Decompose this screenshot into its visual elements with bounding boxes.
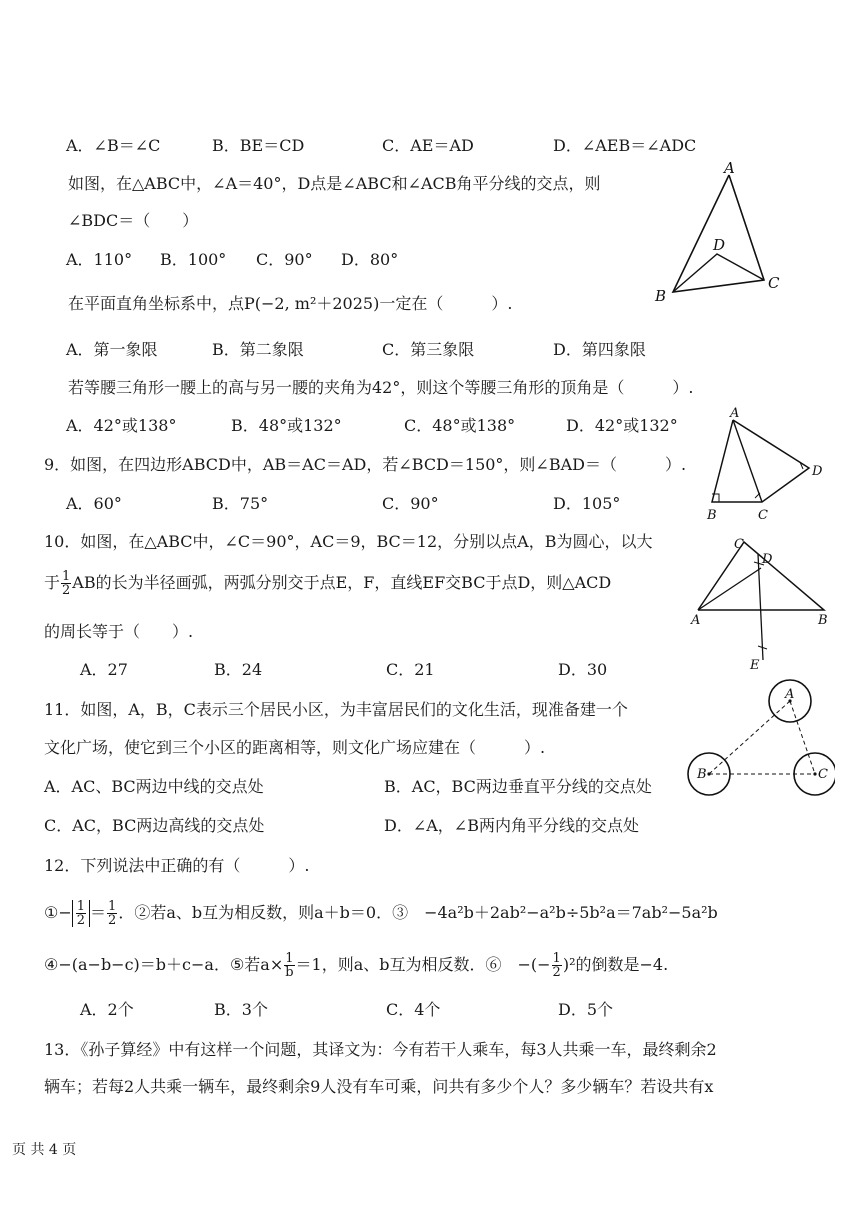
q12-s1-result <box>107 900 117 927</box>
q6-label-c: C <box>768 274 780 292</box>
q9-option-b: B．75° <box>212 494 269 513</box>
q8-stem: 若等腰三角形一腰上的高与另一腰的夹角为42°，则这个等腰三角形的顶角是（ ）. <box>68 378 694 397</box>
q6-label-b: B <box>655 287 667 305</box>
q12-s1-post: ．②若a、b互为相反数，则a＋b＝0．③ −4a²b＋2ab²−a²b÷5b²a＝7ab²−5a²b <box>118 903 718 922</box>
q10-option-c: C．21 <box>386 660 435 679</box>
q11-option-c: C．AC，BC两边高线的交点处 <box>44 816 265 835</box>
q6-option-a: A．110° <box>66 250 133 269</box>
q6-label-d: D <box>713 236 726 254</box>
q10-label-a: A <box>691 613 701 628</box>
q9-option-c: C．90° <box>382 494 439 513</box>
q12-abs-bars <box>72 900 90 927</box>
q12-s1-mid: ＝ <box>90 903 107 922</box>
q11-circles-figure <box>685 677 835 799</box>
q11-option-b: B．AC，BC两边垂直平分线的交点处 <box>384 777 652 796</box>
q9-label-b: B <box>707 508 717 523</box>
q12-option-d: D．5个 <box>558 1000 614 1019</box>
q10-fraction-den: 2 <box>62 583 71 598</box>
q9-option-d: D．105° <box>553 494 621 513</box>
q8-option-a: A．42°或138° <box>66 416 177 435</box>
q13-stem-line1: 13．《孙子算经》中有这样一个问题，其译文为：今有若干人乘车，每3人共乘一车，最终剩余2 <box>44 1040 717 1059</box>
q10-stem-line2 <box>44 570 611 597</box>
q12-s1-den: 2 <box>76 913 86 928</box>
q11-label-c: C <box>818 767 828 782</box>
q10-label-b: B <box>818 613 828 628</box>
q6-stem-line2: ∠BDC＝（ ） <box>68 211 199 230</box>
q12-s6-post: )²的倒数是−4. <box>562 955 669 974</box>
q12-s1-num: 1 <box>76 899 86 914</box>
q10-label-e: E <box>750 658 760 672</box>
q11-label-b: B <box>697 767 707 782</box>
q11-label-a: A <box>785 687 795 702</box>
q12-s1-fraction <box>76 900 86 927</box>
q10-fraction-num: 1 <box>62 569 71 584</box>
q12-option-b: B．3个 <box>214 1000 268 1019</box>
q7-option-c: C．第三象限 <box>382 340 475 359</box>
option-a: A．∠B＝∠C <box>66 136 161 155</box>
q7-stem: 在平面直角坐标系中，点P(−2, m²＋2025)一定在（ ）. <box>68 294 513 313</box>
q9-label-a: A <box>730 406 740 421</box>
q12-s1-pre: ①− <box>44 903 72 922</box>
q12-s6-fraction <box>552 952 562 979</box>
q12-option-c: C．4个 <box>386 1000 441 1019</box>
q10-option-b: B．24 <box>214 660 263 679</box>
q6-label-a: A <box>724 159 735 177</box>
q6-stem-line1: 如图，在△ABC中，∠A＝40°，D点是∠ABC和∠ACB角平分线的交点，则 <box>68 174 601 193</box>
option-c: C．AE＝AD <box>382 136 474 155</box>
q11-option-d: D．∠A，∠B两内角平分线的交点处 <box>384 816 639 835</box>
q9-option-a: A．60° <box>66 494 122 513</box>
q10-line2-pre: 于 <box>44 573 61 592</box>
q9-label-d: D <box>812 464 823 479</box>
q9-quadrilateral-figure <box>700 405 830 523</box>
q7-option-b: B．第二象限 <box>212 340 304 359</box>
q12-s5-post: ＝1，则a、b互为相反数．⑥ −(− <box>295 955 551 974</box>
q8-option-c: C．48°或138° <box>404 416 516 435</box>
q7-option-d: D．第四象限 <box>553 340 646 359</box>
q8-option-d: D．42°或132° <box>566 416 678 435</box>
q10-stem-line3: 的周长等于（ ）. <box>44 622 194 641</box>
q6-option-c: C．90° <box>256 250 313 269</box>
q10-label-d: D <box>762 552 773 567</box>
q9-label-c: C <box>758 508 768 523</box>
q12-s5-den: b <box>285 965 294 980</box>
q9-stem: 9．如图，在四边形ABCD中，AB＝AC＝AD，若∠BCD＝150°，则∠BAD＝（ ）. <box>44 455 687 474</box>
q12-s6-num: 1 <box>552 951 561 966</box>
q12-s1-rnum: 1 <box>108 899 117 914</box>
q12-s1-rden: 2 <box>108 913 117 928</box>
q12-s6-den: 2 <box>552 965 561 980</box>
q8-option-b: B．48°或132° <box>231 416 342 435</box>
q11-stem-line2: 文化广场，使它到三个小区的距离相等，则文化广场应建在（ ）. <box>44 738 546 757</box>
q10-option-a: A．27 <box>80 660 128 679</box>
q6-triangle-figure <box>650 155 790 305</box>
q12-s4: ④−(a−b−c)＝b＋c−a．⑤若a× <box>44 955 284 974</box>
q12-statements-4-6 <box>44 952 668 979</box>
q12-statements-1-3 <box>44 900 718 927</box>
q10-label-c: C <box>734 537 744 552</box>
q10-stem-line1: 10．如图，在△ABC中，∠C＝90°，AC＝9，BC＝12，分别以点A，B为圆心，以大 <box>44 532 653 551</box>
option-d: D．∠AEB＝∠ADC <box>553 136 697 155</box>
option-b: B．BE＝CD <box>212 136 305 155</box>
q7-option-a: A．第一象限 <box>66 340 158 359</box>
q11-stem-line1: 11．如图，A，B，C表示三个居民小区，为丰富居民们的文化生活，现准备建一个 <box>44 700 628 719</box>
q6-option-b: B．100° <box>160 250 227 269</box>
q12-stem: 12．下列说法中正确的有（ ）. <box>44 856 310 875</box>
q12-s5-fraction <box>284 952 294 979</box>
q10-triangle-figure <box>688 532 838 672</box>
page-footer: 页 共 4 页 <box>12 1142 77 1158</box>
q10-line2-post: AB的长为半径画弧，两弧分别交于点E，F，直线EF交BC于点D，则△ACD <box>72 573 612 592</box>
q12-s5-num: 1 <box>285 951 294 966</box>
q10-option-d: D．30 <box>558 660 608 679</box>
q11-option-a: A．AC、BC两边中线的交点处 <box>44 777 264 796</box>
q6-option-d: D．80° <box>341 250 399 269</box>
q10-fraction <box>61 570 71 597</box>
q13-stem-line2: 辆车；若每2人共乘一辆车，最终剩余9人没有车可乘，问共有多少个人？多少辆车？若设共有x <box>44 1077 714 1096</box>
q12-option-a: A．2个 <box>80 1000 134 1019</box>
